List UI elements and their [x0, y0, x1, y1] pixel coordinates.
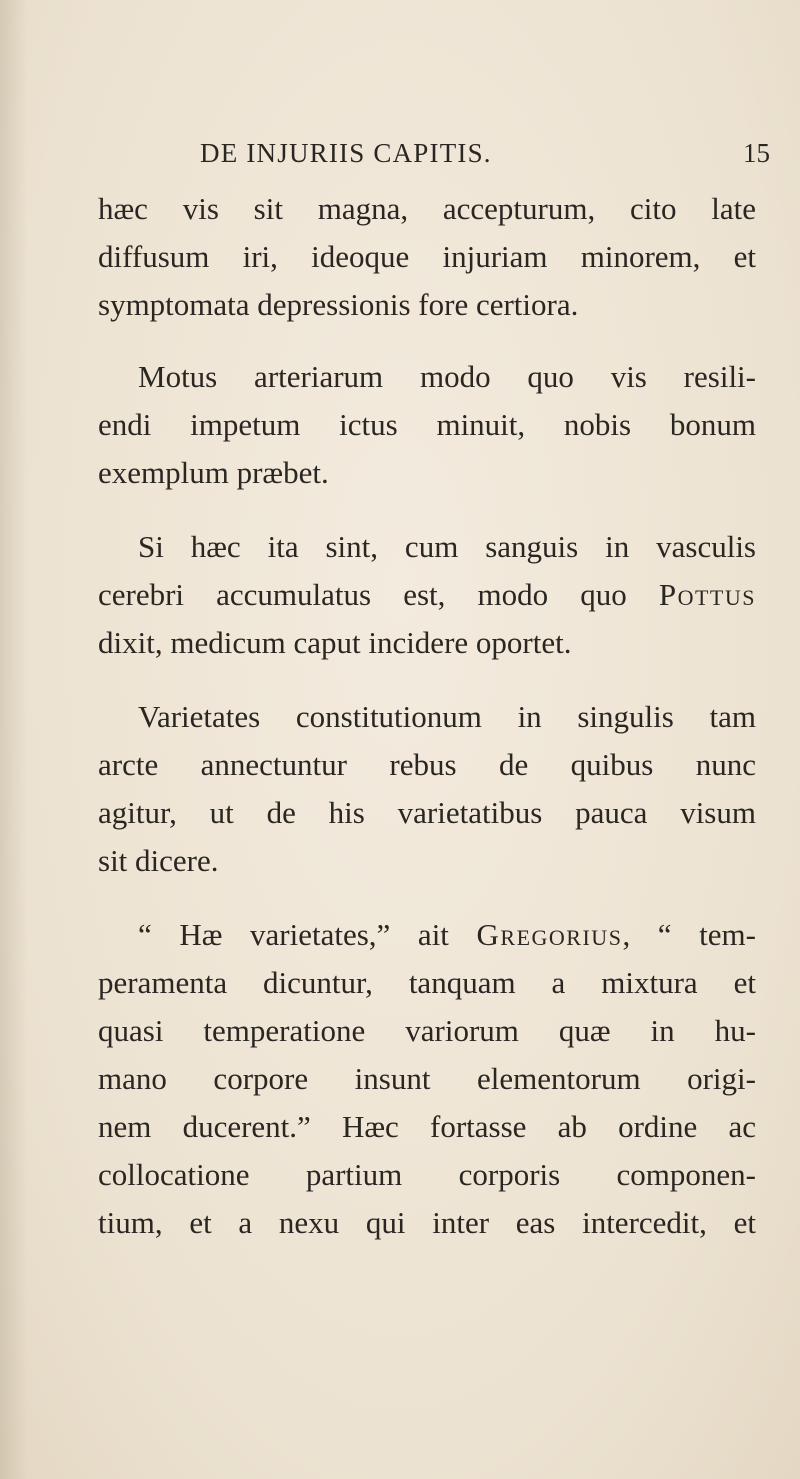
text-line: Motus arteriarum modo quo vis resili-	[138, 359, 756, 394]
text-line: agitur, ut de his varietatibus pauca visum	[98, 795, 756, 830]
running-title: DE INJURIIS CAPITIS.	[200, 138, 492, 168]
text-line: mano corpore insunt elementorum origi-	[98, 1061, 756, 1096]
gutter-shadow	[0, 0, 28, 1479]
text-line: quasi temperatione variorum quæ in hu-	[98, 1013, 756, 1048]
text-line: Si hæc ita sint, cum sanguis in vasculis	[138, 529, 756, 564]
text-segment: cerebri accumulatus est, modo quo	[98, 577, 659, 612]
text-line: hæc vis sit magna, accepturum, cito late	[98, 191, 756, 226]
text-line: diffusum iri, ideoque injuriam minorem, et	[98, 239, 756, 274]
text-segment: “ Hæ varietates,” ait	[138, 917, 477, 952]
text-segment: , “ tem-	[622, 917, 756, 952]
text-line: peramenta dicuntur, tanquam a mixtura et	[98, 965, 756, 1000]
page-number: 15	[743, 138, 770, 168]
text-line	[138, 915, 756, 955]
text-line	[98, 575, 756, 615]
text-line: symptomata depressionis fore certiora.	[98, 287, 579, 322]
text-line: collocatione partium corporis componen-	[98, 1157, 756, 1192]
text-line: sit dicere.	[98, 843, 219, 878]
running-head	[200, 138, 780, 178]
text-line: endi impetum ictus minuit, nobis bonum	[98, 407, 756, 442]
text-line: tium, et a nexu qui inter eas intercedit, et	[98, 1205, 756, 1240]
text-line: nem ducerent.” Hæc fortasse ab ordine ac	[98, 1109, 756, 1144]
author-name: Pottus	[658, 577, 756, 612]
text-line: Varietates constitutionum in singulis tam	[138, 699, 756, 734]
text-line: arcte annectuntur rebus de quibus nunc	[98, 747, 756, 782]
text-line: exemplum præbet.	[98, 455, 329, 490]
author-name: Gregorius	[476, 917, 623, 952]
text-line: dixit, medicum caput incidere oportet.	[98, 625, 572, 660]
